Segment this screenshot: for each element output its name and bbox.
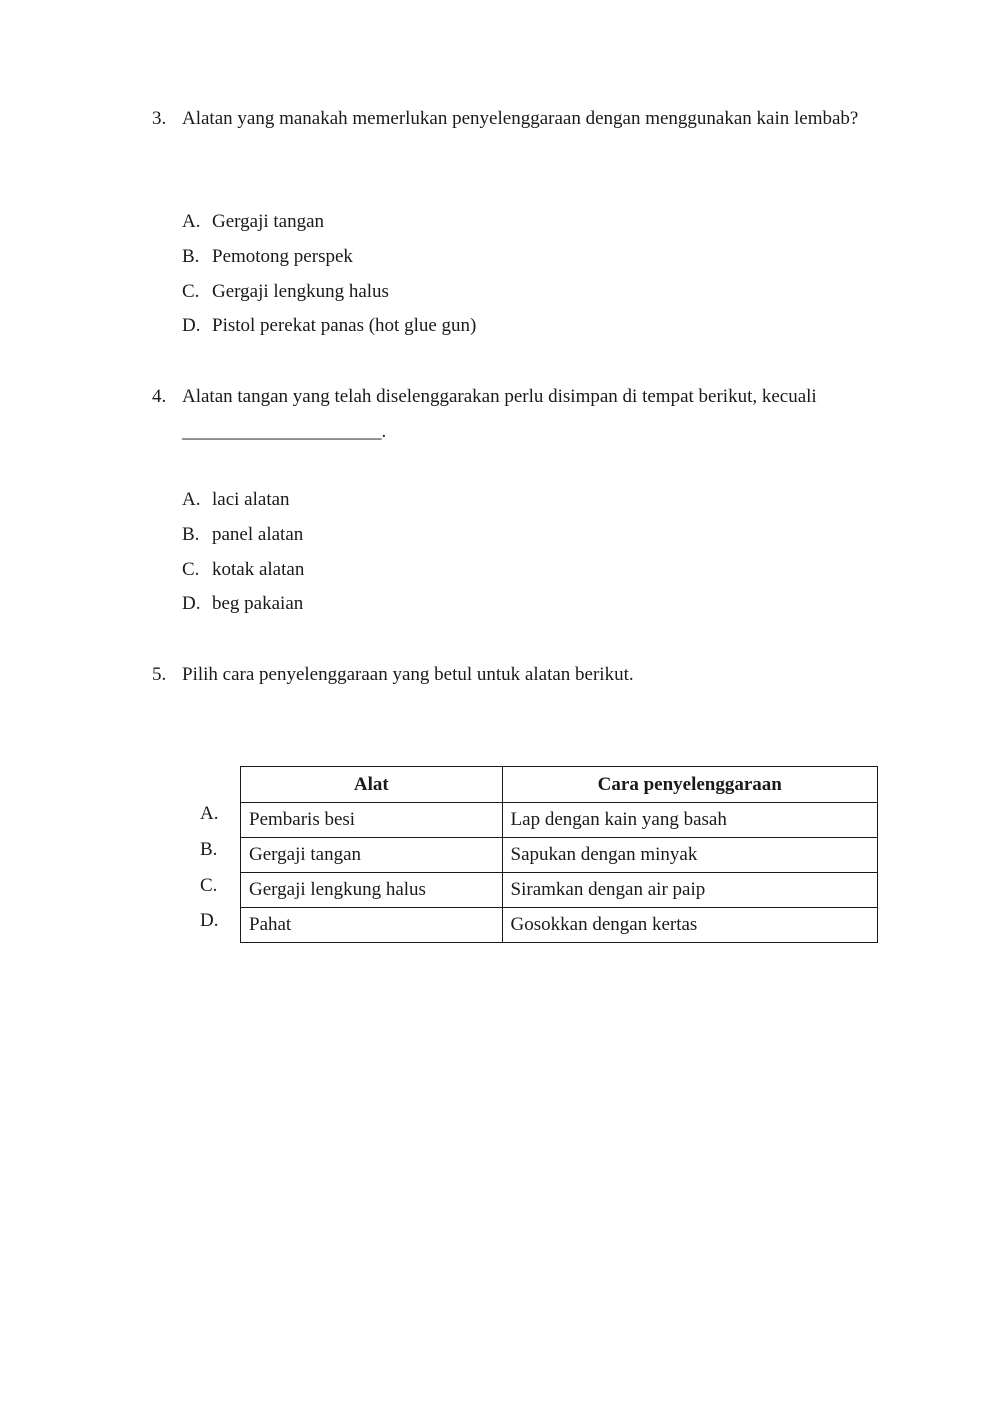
header-tool: Alat	[241, 767, 503, 803]
table-option-letter-b[interactable]: B.	[200, 839, 218, 860]
option-letter: B.	[182, 524, 200, 545]
method-cell: Gosokkan dengan kertas	[502, 908, 877, 943]
table-row[interactable]	[241, 803, 878, 838]
table-row[interactable]	[241, 908, 878, 943]
table-option-letter-d[interactable]: D.	[200, 910, 219, 931]
option-text: laci alatan	[212, 489, 290, 510]
maintenance-table	[240, 766, 878, 943]
option-text: Pemotong perspek	[212, 246, 353, 267]
option-text: beg pakaian	[212, 593, 304, 614]
question-4-option-c[interactable]	[182, 558, 304, 582]
question-text: Alatan yang manakah memerlukan penyelenggaraan dengan menggunakan kain lembab?	[182, 108, 859, 129]
question-3-option-c[interactable]	[182, 280, 389, 304]
question-4-option-b[interactable]	[182, 523, 303, 547]
table-row[interactable]	[241, 873, 878, 908]
table-option-letter-c[interactable]: C.	[200, 875, 218, 896]
question-4-option-a[interactable]	[182, 488, 290, 512]
option-letter: A.	[182, 489, 201, 510]
table-row[interactable]	[241, 838, 878, 873]
question-number: 3.	[152, 108, 167, 129]
tool-cell: Gergaji lengkung halus	[241, 873, 503, 908]
option-letter: D.	[182, 593, 201, 614]
option-letter: A.	[182, 211, 201, 232]
option-letter: C.	[182, 559, 200, 580]
tool-cell: Pembaris besi	[241, 803, 503, 838]
option-letter: D.	[182, 315, 201, 336]
question-number: 4.	[152, 386, 167, 407]
question-4-option-d[interactable]	[182, 592, 303, 616]
option-text: kotak alatan	[212, 559, 305, 580]
tool-cell: Pahat	[241, 908, 503, 943]
method-cell: Sapukan dengan minyak	[502, 838, 877, 873]
option-text: panel alatan	[212, 524, 304, 545]
header-method: Cara penyelenggaraan	[502, 767, 877, 803]
method-cell: Siramkan dengan air paip	[502, 873, 877, 908]
question-number: 5.	[152, 664, 167, 685]
question-3-option-b[interactable]	[182, 245, 353, 269]
method-cell: Lap dengan kain yang basah	[502, 803, 877, 838]
question-3-option-a[interactable]	[182, 210, 324, 234]
option-text: Gergaji lengkung halus	[212, 281, 389, 302]
answer-blank: _____________________.	[182, 421, 387, 442]
option-text: Pistol perekat panas (hot glue gun)	[212, 315, 477, 336]
question-text: Pilih cara penyelenggaraan yang betul untuk alatan berikut.	[182, 664, 634, 685]
option-text: Gergaji tangan	[212, 211, 325, 232]
option-letter: C.	[182, 281, 200, 302]
question-text: Alatan tangan yang telah diselenggarakan perlu disimpan di tempat berikut, kecuali	[182, 386, 817, 407]
table-header-row	[241, 767, 878, 803]
option-letter: B.	[182, 246, 200, 267]
tool-cell: Gergaji tangan	[241, 838, 503, 873]
question-3-option-d[interactable]	[182, 314, 476, 338]
table-option-letter-a[interactable]: A.	[200, 803, 219, 824]
